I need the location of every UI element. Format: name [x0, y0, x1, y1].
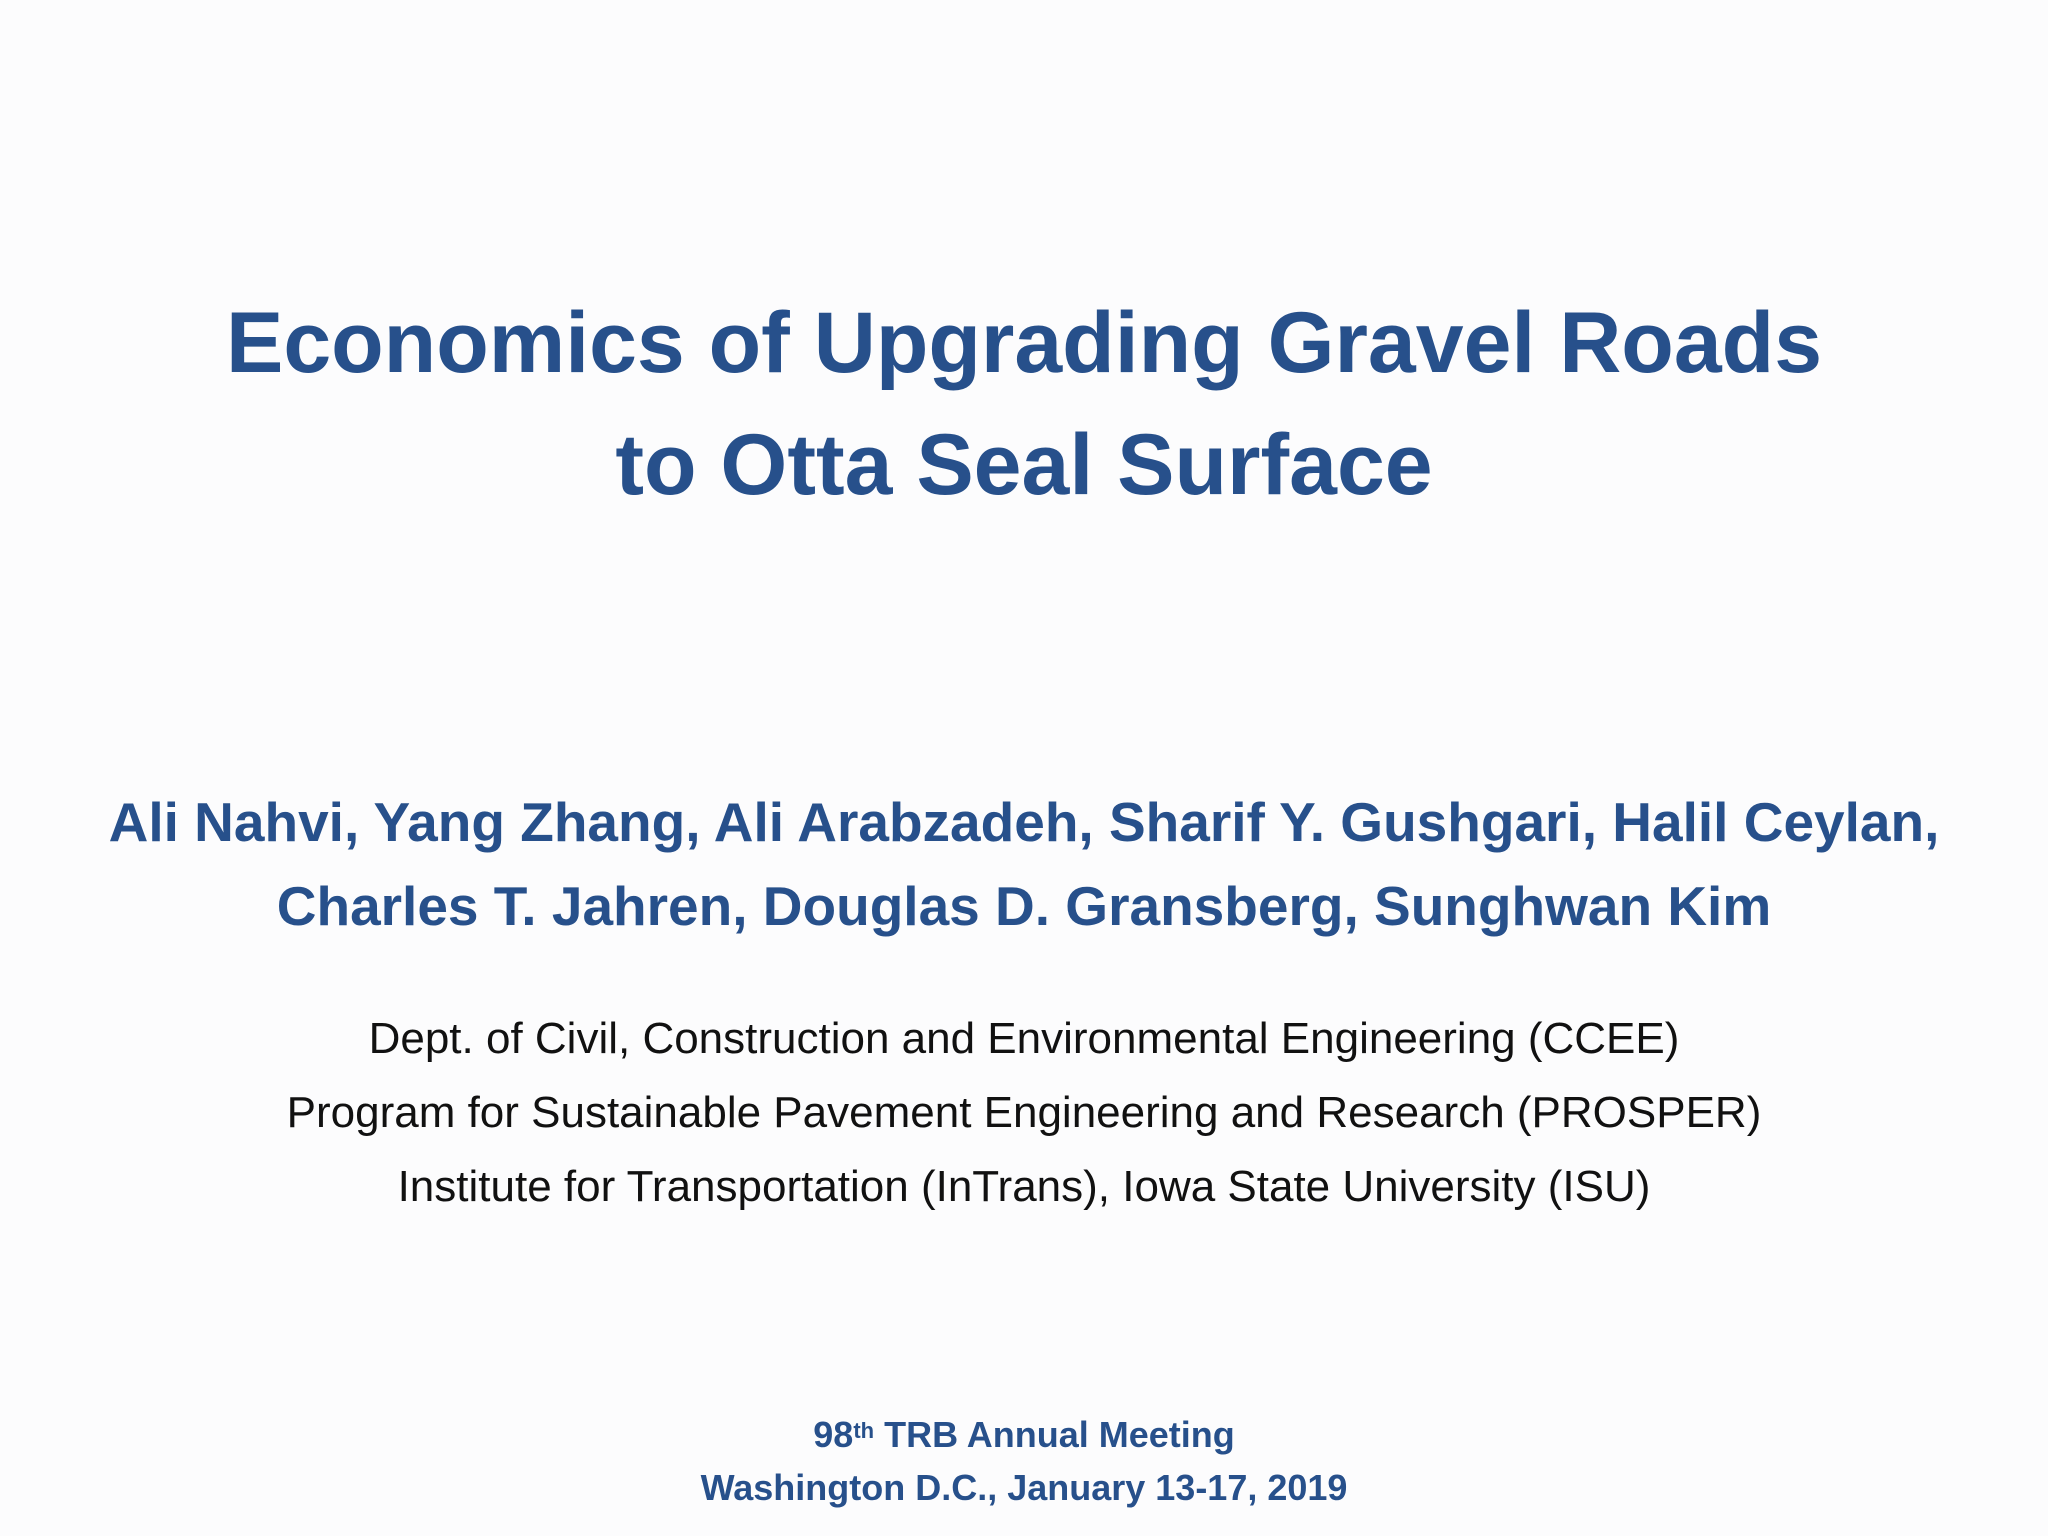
affiliation-dept: Dept. of Civil, Construction and Environmental Engineering (CCEE) — [368, 1014, 1680, 1063]
author-list — [0, 780, 2048, 948]
meeting-title: TRB Annual Meeting — [874, 1414, 1235, 1455]
title-line-2: to Otta Seal Surface — [615, 417, 1433, 513]
meeting-location-date: Washington D.C., January 13-17, 2019 — [700, 1467, 1348, 1508]
affiliation-institute: Institute for Transportation (InTrans), Iowa State University (ISU) — [397, 1162, 1651, 1211]
slide-title — [0, 282, 2048, 526]
title-line-1: Economics of Upgrading Gravel Roads — [225, 295, 1823, 391]
author-line-2: Charles T. Jahren, Douglas D. Gransberg, Sunghwan Kim — [276, 875, 1772, 937]
affiliation-list — [0, 1002, 2048, 1224]
meeting-info — [0, 1408, 2048, 1514]
author-line-1: Ali Nahvi, Yang Zhang, Ali Arabzadeh, Sharif Y. Gushgari, Halil Ceylan, — [108, 791, 1940, 853]
meeting-name — [0, 1408, 2048, 1461]
affiliation-program: Program for Sustainable Pavement Engineering and Research (PROSPER) — [286, 1088, 1762, 1137]
meeting-ordinal-number: 98 — [813, 1414, 854, 1455]
meeting-ordinal-suffix: th — [853, 1418, 875, 1443]
